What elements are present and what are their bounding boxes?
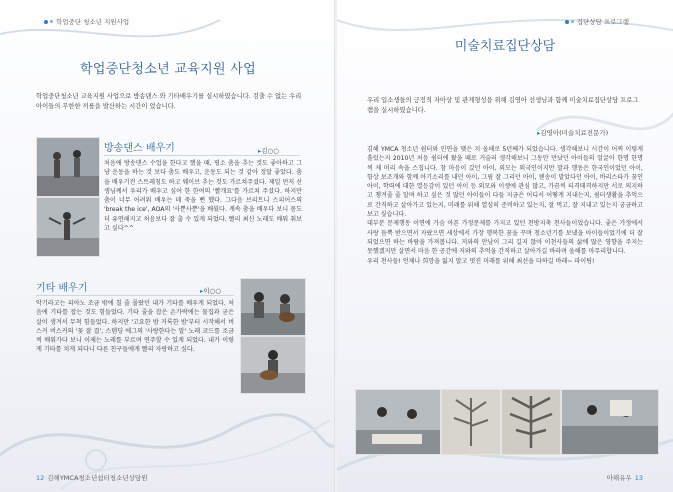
left-intro-text: 학업중단청소년 교육지원 사업으로 방송댄스 와 기타배우기를 실시하였습니다. 검출 수 없는 우리아이들의 무한한 끼를을 발산하는 시간이 었습니다. [36, 93, 302, 110]
right-intro-text: 우리 입소생들의 긍정적 자아상 및 관계형성을 위해 김영아 선생님과 함께 미술치료집단상담 프로그램을 실시하였습니다. [367, 97, 639, 114]
guitar-author-name: 이○○ [203, 287, 221, 295]
right-footer-text: 아해유우 [606, 474, 632, 482]
dance-body-text: 처음에 방송댄스 수업을 한다고 했을 때, 평소 춤을 추는 것도 좋아하고 그냥 운동을 하는 것 보다 춤도 배우고, 운동도 되는 것 같아 정말 좋았다. 춤을 배우기전 스트레칭도 하고 웨이브 추는 것도 가르쳐주셨다. 제일 먼저 선생님께서 우리가 배우고 싶어 한 한여의 '빨개요'를 가르쳐 주셨다. 하지만 춤이 너무 어려워 배우는 데 죽을 뻔 했다. 그다음 브리트니 스피어스의 'break the ice', AOA의 '사뿐사뿐'을 배웠다. 계속 춤을 배우다 보니 몸도 더 유연해지고 처음보다 잘 출 수 있게 되었다. 빨리 최신 노래도 배워 춰보고 싶다^^ [104, 160, 302, 233]
art-session-photo [355, 389, 441, 455]
art-session-photo-image [356, 390, 440, 454]
guitar-heading-rule [36, 295, 234, 296]
author-triangle-icon: ▸ [200, 287, 204, 295]
guitar-photo-2 [240, 336, 306, 394]
dance-photo-1-image [37, 138, 99, 196]
right-footer [607, 473, 643, 482]
left-page-number: 12 [36, 473, 45, 482]
author-triangle-icon: ▸ [258, 147, 262, 155]
right-page-number: 13 [634, 473, 643, 482]
right-body-text: 김해 YMCA 청소년 쉼터와 인연을 맺은 지 올해로 5년째가 되었습니다. 생각해보니 시간이 어찌 이렇게 흘렀는지 2010년 처음 쉼터에 왔을 때로 거슬러 생각해보니 그동안 만났던 아이들의 얼굴이 한명 한명씩 제 머리 속을 스칩니다. 참 마음이 갔던 아이, 외모는 외국인이지만 말과 행동은 한국인이었던 아이, 항상 보조개와 함께 아기소리를 내던 아이, 그림 잘 그리던 아이, 웬송이 말았다던 아이, 바리스타가 꿈인 아이, 학력에 대한 열등감이 있던 아이 등 외모와 이생에 관심 많고, 가끔씩 티격태격하지만 서로 의지하고 챙겨줄 줄 알며 하고 싶은 것 많던 아이들이 다들 지금은 어디서 어떻게 지내는지, 쉼터생활을 추억으로 간직하고 살아가고 있는지, 미래를 위해 열심히 준비하고 있는지, 잘 먹고, 잘 지내고 있는지 궁금하고 보고 싶습니다. 대부분 문제행동 이면에 가슴 아픈 가정문제를 가지고 있던 천방지축 천사들이었습니다. 좋은 가정에서 사랑 듬뿍 받으면서 자랐으면 세상에서 가장 행복한 꿈을 꾸며 청소년기를 보냈을 아이들이었기에 더 잘 되었으면 하는 바람을 가져봅니다. 저와의 만남이 그리 길지 않아 이천사들의 삶에 많은 영향을 주지는 못했겠지만 살면서 마음 한 공간에 저와의 추억을 간직하고 살아가길 바라며 올해를 마무리합니다. 우리 천사들! 언제나 희망을 잃지 말고 멋진 미래를 위해 최선을 다하길 바래~ 파이팅! [367, 146, 643, 265]
dance-heading-rule [104, 155, 300, 156]
right-running-header [565, 17, 629, 26]
author-triangle-icon: ▸ [537, 129, 541, 137]
art-session-photo-2 [561, 389, 659, 455]
dance-author-name: 김○○ [261, 147, 279, 155]
left-footer-text: 김해YMCA청소년쉼터청소년상담원 [47, 474, 148, 482]
artwork-photo-1-image [442, 390, 500, 454]
artwork-photo-2 [501, 389, 561, 455]
right-author [537, 128, 608, 137]
dance-photo-2-image [37, 198, 99, 256]
dance-photo-1 [36, 137, 100, 197]
guitar-body-text: 악기라고는 피아노 조금 밖에 칠 줄 몰랐던 내가 기타를 배우게 되었다. 처음에 기타를 잡는 것도 힘들었다. 기타 줄을 잡은 손가락에는 물집과 굳은 살이 생겨서 무척 힘들었다. 하지만 '고요한 밤 거룩한 밤'부터 시작해서 버스커 버스커의 '꽃 잘 결', 스탠딩 에그의 '사랑한다는 말' 노래 코드를 조금씩 배워가다 보니 이제는 노래를 부르며 연주할 수 있게 되었다. 내가 이렇게 기타를 치게 되다니 다른 친구들에게 빨리 자랑하고 싶다. [36, 300, 234, 354]
art-session-photo-2-image [562, 390, 658, 454]
dance-photo-2 [36, 197, 100, 257]
artwork-photo-1 [441, 389, 501, 455]
bullet-dots-icon [44, 20, 53, 24]
guitar-author [200, 286, 221, 295]
guitar-section-heading: 기타 배우기 [36, 283, 88, 294]
guitar-photo-2-image [241, 337, 305, 393]
bullet-dots-icon [565, 20, 574, 24]
right-page-title: 미술치료집단상담 [454, 39, 556, 54]
right-header-text: 집단상담 프로그램 [576, 18, 629, 26]
left-page-title: 학업중단청소년 교육지원 사업 [79, 62, 257, 77]
dance-author [258, 146, 279, 155]
guitar-photo-1 [240, 278, 306, 336]
left-footer [36, 473, 147, 482]
guitar-photo-1-image [241, 279, 305, 335]
artwork-photo-2-image [502, 390, 560, 454]
right-author-name: 김영아(미술치료전문가) [540, 129, 609, 137]
dance-section-heading: 방송댄스 배우기 [104, 143, 175, 154]
left-running-header [44, 17, 129, 26]
left-page [0, 0, 336, 492]
left-header-text: 학업중단 청소년 지원사업 [56, 18, 130, 26]
right-page [337, 0, 673, 492]
